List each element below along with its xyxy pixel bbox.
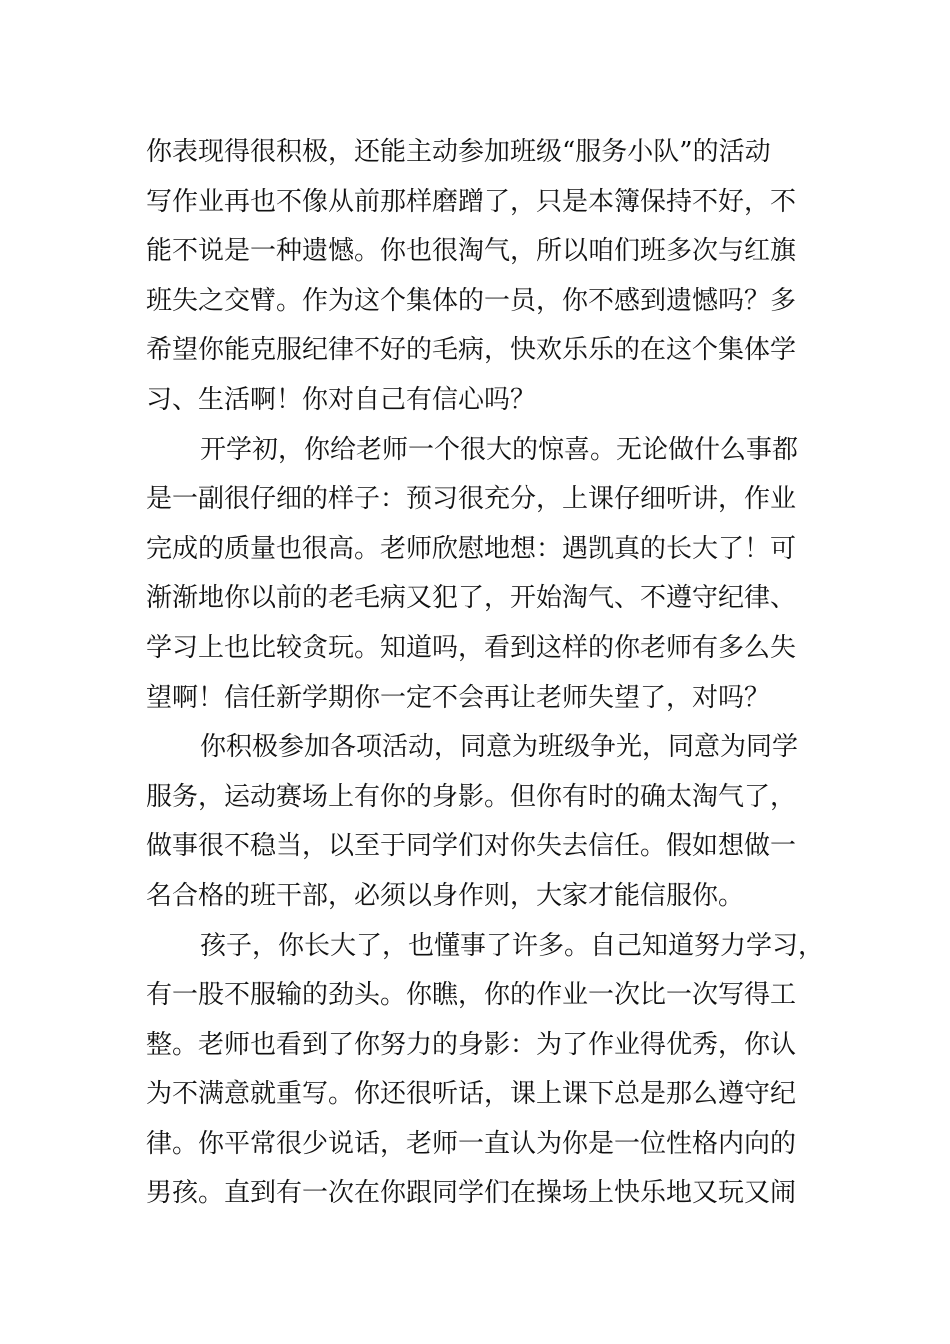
paragraph-first-line: 孩子，你长大了，也懂事了许多。自己知道努力学习，	[200, 930, 825, 961]
text-line: 是一副很仔细的样子：预习很充分，上课仔细听讲，作业	[146, 484, 797, 515]
text-line: 望啊！信任新学期你一定不会再让老师失望了，对吗？	[146, 682, 771, 713]
text-line: 整。老师也看到了你努力的身影：为了作业得优秀，你认	[146, 1029, 797, 1060]
text-line: 服务，运动赛场上有你的身影。但你有时的确太淘气了，	[146, 781, 797, 812]
paragraph-first-line: 你积极参加各项活动，同意为班级争光，同意为同学	[200, 732, 799, 763]
text-line: 完成的质量也很高。老师欣慰地想：遇凯真的长大了！可	[146, 533, 797, 564]
text-line: 做事很不稳当，以至于同学们对你失去信任。假如想做一	[146, 831, 797, 862]
text-line: 律。你平常很少说话，老师一直认为你是一位性格内向的	[146, 1128, 797, 1159]
text-line: 有一股不服输的劲头。你瞧，你的作业一次比一次写得工	[146, 980, 797, 1011]
text-line: 希望你能克服纪律不好的毛病，快欢乐乐的在这个集体学	[146, 335, 797, 366]
text-line: 渐渐地你以前的老毛病又犯了，开始淘气、不遵守纪律、	[146, 583, 797, 614]
text-line: 能不说是一种遗憾。你也很淘气，所以咱们班多次与红旗	[146, 236, 797, 267]
text-line: 班失之交臂。作为这个集体的一员，你不感到遗憾吗？多	[146, 285, 797, 316]
text-line: 习、生活啊！你对自己有信心吗？	[146, 384, 537, 415]
paragraph-first-line: 开学初，你给老师一个很大的惊喜。无论做什么事都	[200, 434, 799, 465]
text-line: 写作业再也不像从前那样磨蹭了，只是本簿保持不好，不	[146, 186, 797, 217]
text-line: 学习上也比较贪玩。知道吗，看到这样的你老师有多么失	[146, 632, 797, 663]
body-text	[146, 128, 826, 1219]
text-line: 为不满意就重写。你还很听话，课上课下总是那么遵守纪	[146, 1079, 797, 1110]
text-line: 名合格的班干部，必须以身作则，大家才能信服你。	[146, 880, 745, 911]
text-line: 男孩。直到有一次在你跟同学们在操场上快乐地又玩又闹	[146, 1178, 797, 1209]
text-line: 你表现得很积极，还能主动参加班级“服务小队”的活动	[146, 137, 771, 167]
